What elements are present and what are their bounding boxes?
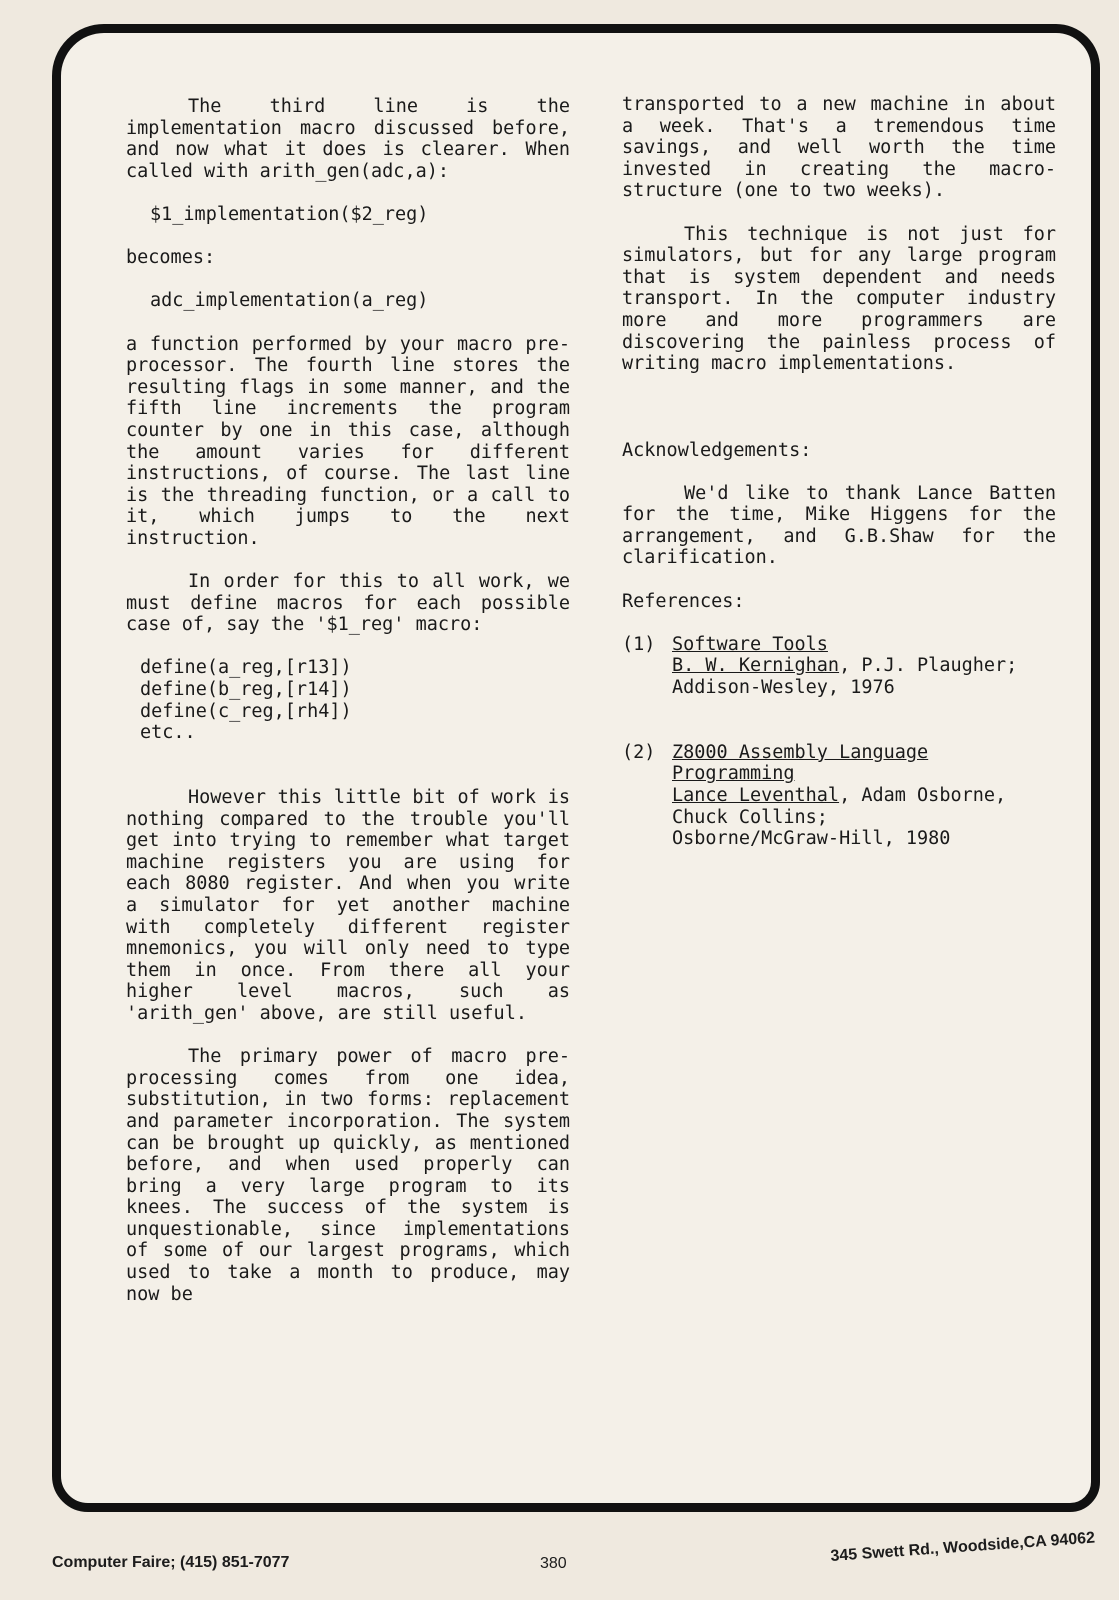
reference-title: Programming	[672, 763, 795, 785]
paragraph: In order for this to all work, we must define macros for each possible case of, say the '$1_reg' macro:	[126, 571, 570, 636]
paragraph: We'd like to thank Lance Batten for the time, Mike Higgens for the arrangement, and G.B.Shaw for the clarification.	[622, 482, 1056, 569]
paragraph: However this little bit of work is nothing compared to the trouble you'll get into trying to remember what target machine registers you are using for each 8080 register. And when you write a simulator for yet another machine with completely different register mnemonics, you will only need to type them in once. From there all your higher level macros, such as 'arith_gen' above, are still useful.	[126, 787, 570, 1024]
reference-detail: , P.J. Plaugher;	[839, 655, 1018, 677]
code-line: etc..	[140, 722, 196, 744]
code-block	[126, 657, 570, 743]
reference-title: Z8000 Assembly Language	[672, 741, 929, 763]
reference-item	[622, 742, 1056, 850]
reference-author: B. W. Kernighan	[672, 655, 840, 677]
paragraph: The third line is the implementation macro discussed before, and now what it does is clearer. When called with arith_gen(adc,a):	[126, 96, 570, 182]
reference-detail: , Adam Osborne,	[839, 785, 1007, 806]
code-line: define(c_reg,[rh4])	[140, 700, 352, 722]
reference-number: (1)	[622, 633, 656, 655]
code-line: $1_implementation($2_reg)	[150, 203, 429, 225]
page-number: 380	[540, 1555, 567, 1572]
footer-publisher: Computer Faire; (415) 851-7077	[52, 1554, 290, 1571]
reference-title: Software Tools	[672, 633, 828, 655]
paragraph: This technique is not just for simulators, but for any large program that is system dependent and needs transport. In the computer industry more and more programmers are discovering the painless process of writing macro implementations.	[622, 223, 1056, 375]
code-line: define(b_reg,[r14])	[140, 679, 352, 701]
code-line: adc_implementation(a_reg)	[150, 290, 429, 312]
reference-item	[622, 634, 1056, 699]
reference-detail: Addison-Wesley, 1976	[672, 677, 895, 699]
reference-number: (2)	[622, 741, 656, 763]
paragraph: a function performed by your macro pre-processor. The fourth line stores the resulting flags in some manner, and the fifth line increments the program counter by one in this case, although the amount varies for different instructions, of course. The last line is the threading function, or a call to it, which jumps to the next instruction.	[126, 333, 570, 549]
left-column	[126, 96, 570, 1327]
section-heading: Acknowledgements:	[622, 439, 812, 461]
section-heading: References:	[622, 590, 745, 612]
paragraph: The primary power of macro pre-processing comes from one idea, substitution, in two forms: replacement and parameter incorporation. The system can be brought up quickly, as mentioned before, and when used properly can bring a very large program to its knees. The success of the system is unquestionable, since implementations of some of our largest programs, which used to take a month to produce, may now be	[126, 1046, 570, 1305]
reference-author: Lance Leventhal	[672, 785, 840, 806]
paragraph: becomes:	[126, 247, 216, 269]
right-column	[622, 94, 1056, 871]
footer-address: 345 Swett Rd., Woodside,CA 94062	[830, 1529, 1096, 1565]
reference-detail: Osborne/McGraw-Hill, 1980	[672, 828, 951, 850]
reference-detail: Chuck Collins;	[672, 806, 828, 828]
code-line: define(a_reg,[r13])	[140, 657, 352, 679]
paragraph: transported to a new machine in about a week. That's a tremendous time savings, and well worth the time invested in creating the macro-structure (one to two weeks).	[622, 94, 1056, 202]
